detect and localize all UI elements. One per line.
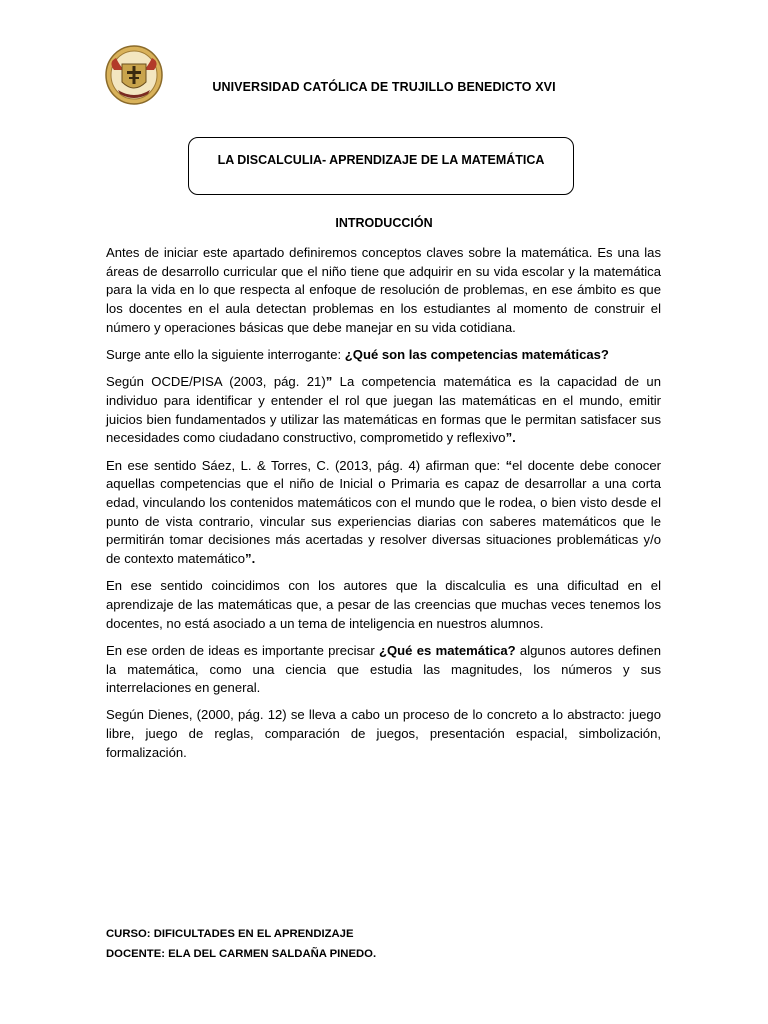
paragraph-4: En ese sentido Sáez, L. & Torres, C. (2013, pág. 4) afirman que: “el docente debe conocer aquellas competencias que el niño de Inicial o Primaria es capaz de desarrollar a una corta edad, vinculando los contenidos matemáticos con el mundo que le rodea, o bien visto desde el punto de vista contrario, vincular sus experiencias diarias con saberes matemáticos que le permitirán tomar decisiones más acertadas y resolver diversas situaciones problemáticas y/o de contexto matemático”. bbox=[106, 457, 661, 567]
paragraph-1: Antes de iniciar este apartado definiremos conceptos claves sobre la matemática. Es una las áreas de desarrollo curricular que el niño tiene que adquirir en su vida escolar y la matemática para la vida en lo que respecta al enfoque de resolución de problemas, en ese ámbito es que los docentes en el aula detectan problemas en los estudiantes al momento de construir el número y operaciones básicas que debe manejar en su vida cotidiana. bbox=[106, 245, 661, 335]
section-heading: INTRODUCCIÓN bbox=[335, 216, 433, 230]
course-label: CURSO: DIFICULTADES EN EL APRENDIZAJE bbox=[106, 928, 354, 940]
body-text bbox=[106, 244, 661, 771]
document-title: LA DISCALCULIA- APRENDIZAJE DE LA MATEMÁTICA bbox=[217, 153, 545, 167]
university-name: UNIVERSIDAD CATÓLICA DE TRUJILLO BENEDICTO XVI bbox=[212, 80, 556, 94]
footer bbox=[106, 924, 376, 964]
paragraph-2: Surge ante ello la siguiente interrogante: ¿Qué son las competencias matemáticas? bbox=[106, 347, 609, 363]
paragraph-6: En ese orden de ideas es importante precisar ¿Qué es matemática? algunos autores definen la matemática, como una ciencia que estudia las magnitudes, los números y sus interrelaciones en general. bbox=[106, 642, 661, 696]
document-title-box bbox=[188, 137, 574, 195]
teacher-label: DOCENTE: ELA DEL CARMEN SALDAÑA PINEDO. bbox=[106, 948, 377, 960]
university-seal-logo bbox=[104, 44, 164, 106]
paragraph-5: En ese sentido coincidimos con los autores que la discalculia es una dificultad en el aprendizaje de las matemáticas que, a pesar de las creencias que muchas veces tenemos los docentes, no está asociado a un tema de inteligencia en nuestros alumnos. bbox=[106, 578, 661, 631]
paragraph-3: Según OCDE/PISA (2003, pág. 21)” La competencia matemática es la capacidad de un individuo para identificar y entender el rol que juegan las matemáticas en el mundo, emitir juicios bien fundamentados y utilizar las matemáticas en formas que le permitan satisfacer sus necesidades como ciudadano constructivo, comprometido y reflexivo”. bbox=[106, 374, 661, 446]
paragraph-7: Según Dienes, (2000, pág. 12) se lleva a cabo un proceso de lo concreto a lo abstracto: juego libre, juego de reglas, comparación de juegos, presentación espacial, simbolización, formalización. bbox=[106, 707, 661, 760]
